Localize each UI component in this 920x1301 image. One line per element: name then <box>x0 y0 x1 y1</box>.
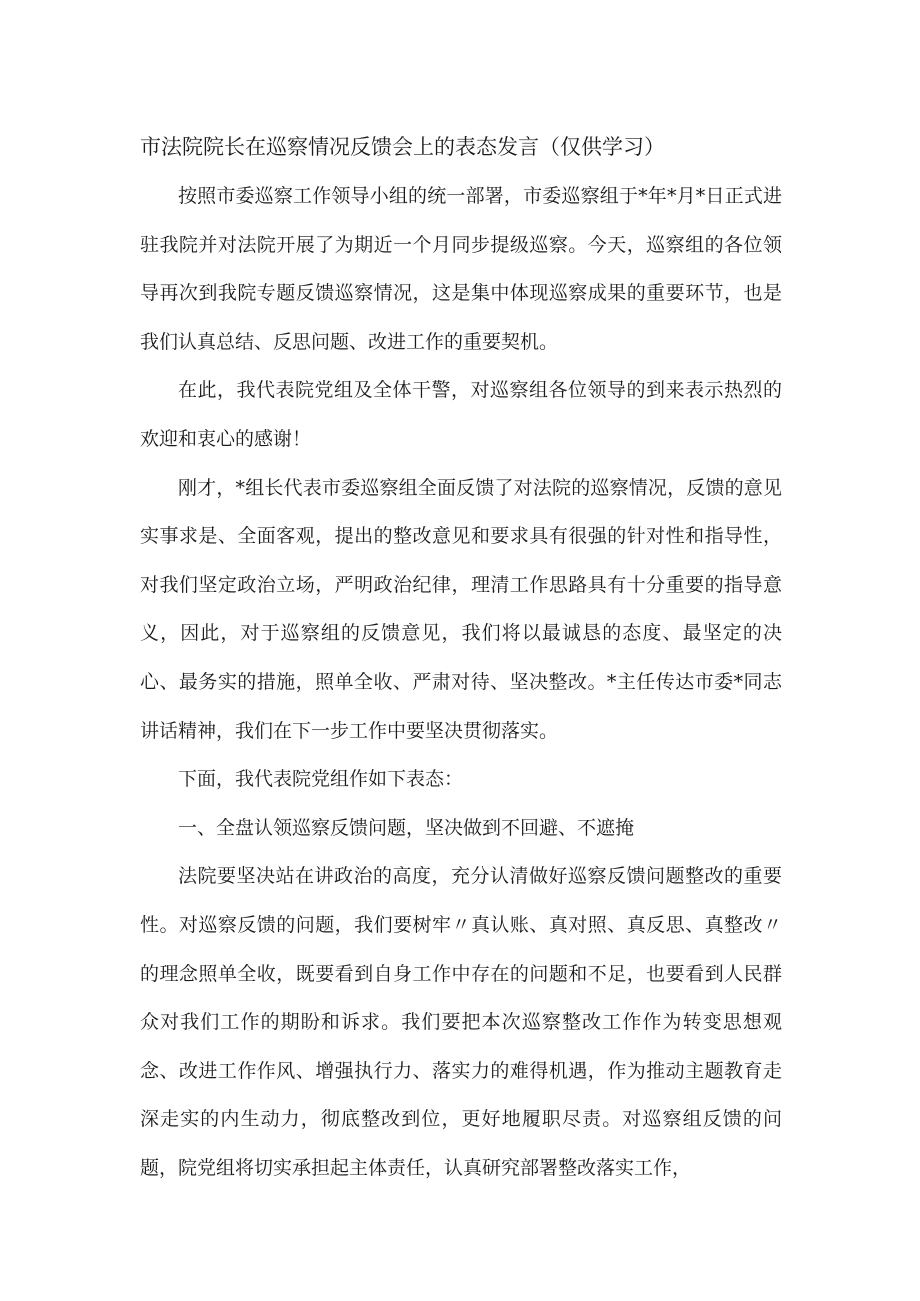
document-body <box>140 172 782 1192</box>
paragraph-feedback: 刚才，*组长代表市委巡察组全面反馈了对法院的巡察情况，反馈的意见实事求是、全面客观，提出的整改意见和要求具有很强的针对性和指导性，对我们坚定政治立场，严明政治纪律，理清工作思路具有十分重要的指导意义，因此，对于巡察组的反馈意见，我们将以最诚恳的态度、最坚定的决心、最务实的措施，照单全收、严肃对待、坚决整改。*主任传达市委*同志讲话精神，我们在下一步工作中要坚决贯彻落实。 <box>140 476 782 742</box>
paragraph-section-1: 法院要坚决站在讲政治的高度，充分认清做好巡察反馈问题整改的重要性。对巡察反馈的问题，我们要树牢〃真认账、真对照、真反思、真整改〃的理念照单全收，既要看到自身工作中存在的问题和不足，也要看到人民群众对我们工作的期盼和诉求。我们要把本次巡察整改工作作为转变思想观念、改进工作作风、增强执行力、落实力的难得机遇，作为推动主题教育走深走实的内生动力，彻底整改到位，更好地履职尽责。对巡察组反馈的问题，院党组将切实承担起主体责任，认真研究部署整改落实工作， <box>140 865 782 1179</box>
paragraph-statement-lead: 下面，我代表院党组作如下表态： <box>178 768 464 791</box>
document-title: 市法院院长在巡察情况反馈会上的表态发言（仅供学习） <box>140 135 665 159</box>
paragraph-intro: 按照市委巡察工作领导小组的统一部署，市委巡察组于*年*月*日正式进驻我院并对法院开展了为期近一个月同步提级巡察。今天，巡察组的各位领导再次到我院专题反馈巡察情况，这是集中体现巡察成果的重要环节，也是我们认真总结、反思问题、改进工作的重要契机。 <box>140 185 782 353</box>
section-heading-1: 一、全盘认领巡察反馈问题，坚决做到不回避、不遮掩 <box>178 816 635 839</box>
paragraph-welcome: 在此，我代表院党组及全体干警，对巡察组各位领导的到来表示热烈的欢迎和衷心的感谢！ <box>140 379 782 450</box>
